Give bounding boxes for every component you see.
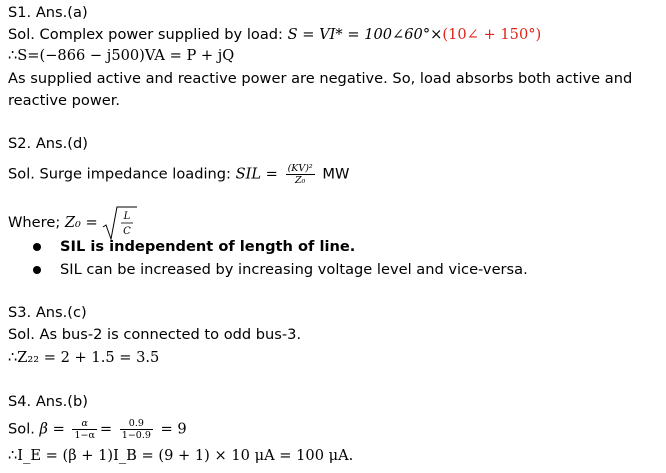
s4-line1 bbox=[8, 418, 187, 441]
s1-line3: As supplied active and reactive power are negative. So, load absorbs both active and bbox=[8, 70, 633, 87]
s2-where-lhs: Z₀ = bbox=[64, 214, 98, 231]
s2-sqrt-den: C bbox=[123, 226, 132, 237]
s4-frac1 bbox=[72, 418, 96, 441]
s3-line2: ∴Z₂₂ = 2 + 1.5 = 3.5 bbox=[8, 349, 160, 366]
bullet-icon bbox=[33, 266, 41, 274]
s3-line1: Sol. As bus-2 is connected to odd bus-3. bbox=[8, 326, 302, 343]
s2-unit: MW bbox=[322, 165, 350, 183]
s1-line4: reactive power. bbox=[8, 92, 121, 109]
s1-line2: ∴S=(−866 − j500)VA = P + jQ bbox=[8, 47, 235, 64]
s4-frac2-den: 1−0.9 bbox=[121, 430, 151, 441]
s4-frac2 bbox=[120, 418, 153, 441]
s4-line1-prefix: Sol. bbox=[8, 420, 40, 438]
s4-result: = 9 bbox=[160, 420, 187, 438]
s2-bullet2: SIL can be increased by increasing voltage level and vice-versa. bbox=[60, 261, 528, 278]
s1-line1-prefix: Sol. Complex power supplied by load: bbox=[8, 26, 288, 43]
s2-line1-prefix: Sol. Surge impedance loading: bbox=[8, 165, 236, 183]
s4-frac1-num: α bbox=[72, 418, 96, 430]
s2-line1 bbox=[8, 163, 349, 186]
s2-sil-lhs: SIL = bbox=[235, 165, 278, 183]
s2-frac-num: (KV)² bbox=[287, 163, 313, 174]
s1-line1-red: (10∠ + 150°) bbox=[442, 26, 542, 43]
s1-times: × bbox=[430, 26, 443, 43]
sqrt-symbol-icon bbox=[102, 205, 138, 241]
s2-frac-den: Z₀ bbox=[294, 175, 306, 186]
s2-sil-fraction bbox=[286, 163, 315, 186]
s4-beta: β = bbox=[39, 420, 65, 438]
s2-where bbox=[8, 205, 138, 241]
s1-line1 bbox=[8, 25, 541, 45]
s4-frac2-num: 0.9 bbox=[120, 418, 153, 430]
s4-equals: = bbox=[99, 420, 113, 438]
sqrt-symbol-icon-svg bbox=[102, 205, 138, 241]
s1-heading: S1. Ans.(a) bbox=[8, 4, 88, 21]
s4-frac1-den: 1−α bbox=[74, 430, 95, 441]
bullet-icon bbox=[33, 243, 41, 251]
s3-heading: S3. Ans.(c) bbox=[8, 304, 87, 321]
s2-bullet1: SIL is independent of length of line. bbox=[60, 238, 356, 255]
s4-heading: S4. Ans.(b) bbox=[8, 393, 88, 410]
s2-heading: S2. Ans.(d) bbox=[8, 135, 88, 152]
s4-line2: ∴I_E = (β + 1)I_B = (9 + 1) × 10 μA = 100 μA. bbox=[8, 447, 354, 464]
s2-sqrt-num: L bbox=[124, 211, 131, 222]
s2-where-prefix: Where; bbox=[8, 214, 65, 231]
s1-line1-math: S = VI* = 100∠60° bbox=[287, 26, 431, 43]
